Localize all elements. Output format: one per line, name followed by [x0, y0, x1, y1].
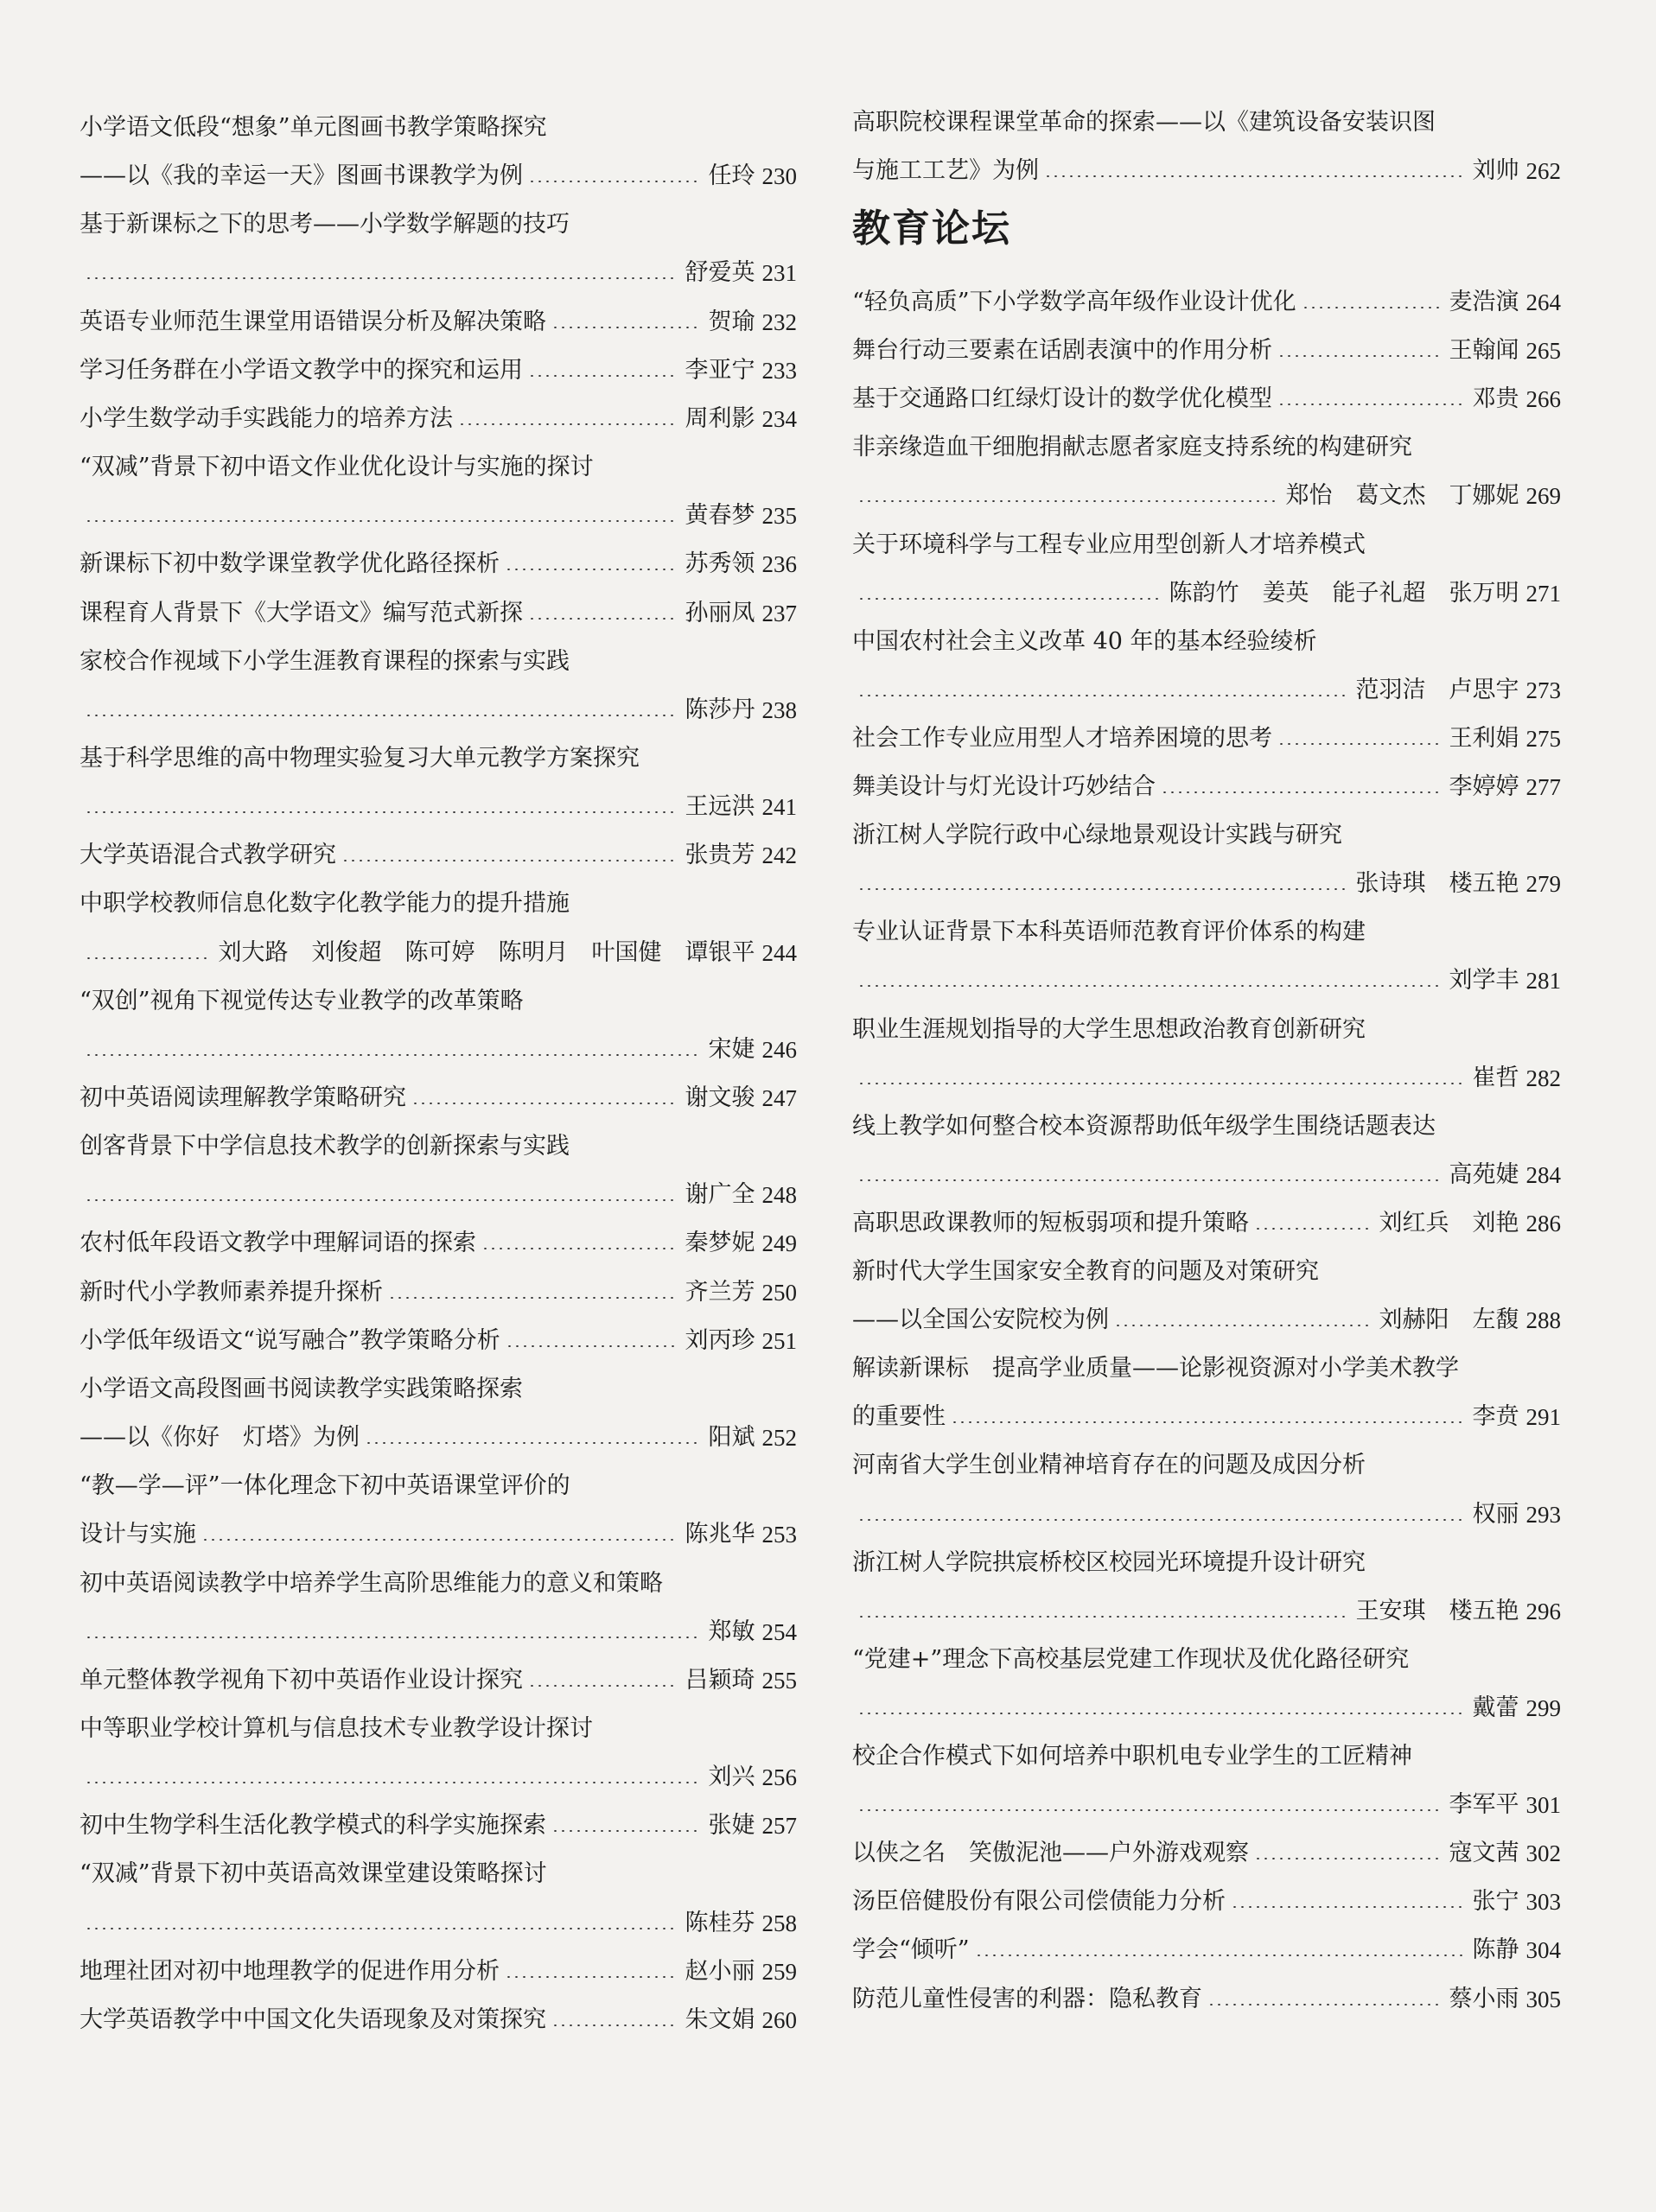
entry-author: 刘大路 刘俊超 陈可婷 陈明月 叶国健 谭银平	[218, 939, 755, 966]
entry-page-number: 254	[761, 1619, 797, 1645]
entry-page-number: 288	[1525, 1307, 1561, 1333]
entry-page-number: 235	[761, 503, 797, 529]
leader-dots	[85, 1637, 700, 1638]
toc-entry-line	[80, 645, 797, 679]
leader-dots	[1277, 743, 1441, 745]
entry-author: 赵小丽	[685, 1958, 755, 1985]
entry-author: 麦浩演	[1449, 289, 1519, 315]
toc-entry-line	[80, 984, 797, 1019]
leader-dots	[551, 1830, 700, 1832]
entry-page-number: 265	[1525, 338, 1561, 364]
entry-author: 陈莎丹	[685, 696, 755, 723]
entry-page-number: 282	[1525, 1065, 1561, 1091]
leader-dots	[1231, 1906, 1464, 1908]
entry-title: 高职院校课程课堂革命的探索——以《建筑设备安装识图	[852, 109, 1436, 136]
toc-entry-line	[852, 1594, 1561, 1629]
toc-entry-line	[852, 1255, 1561, 1289]
leader-dots	[85, 277, 677, 279]
entry-author: 刘赫阳 左馥	[1379, 1306, 1519, 1333]
entry-title: 基于科学思维的高中物理实验复习大单元教学方案探究	[80, 745, 640, 772]
leader-dots	[85, 1199, 677, 1201]
entry-title: “党建+”理念下高校基层党建工作现状及优化路径研究	[852, 1646, 1410, 1673]
entry-author: 蔡小雨	[1449, 1986, 1519, 2012]
toc-entry-line	[852, 1788, 1561, 1822]
toc-entry-line	[80, 1760, 797, 1795]
entry-title: 家校合作视域下小学生涯教育课程的探索与实践	[80, 648, 570, 675]
entry-title: “双减”背景下初中英语高效课堂建设策略探讨	[80, 1860, 547, 1887]
leader-dots	[528, 618, 677, 620]
toc-entry-line	[80, 887, 797, 921]
entry-author: 范羽洁 卢思宇	[1355, 677, 1519, 703]
entry-author: 郑敏	[708, 1618, 755, 1645]
entry-title: ——以《我的幸运一天》图画书课教学为例	[80, 162, 523, 189]
entry-title: 汤臣倍健股份有限公司偿债能力分析	[852, 1888, 1226, 1915]
entry-author: 寇文茜	[1449, 1840, 1519, 1866]
entry-title: 创客背景下中学信息技术教学的创新探索与实践	[80, 1133, 570, 1160]
entry-author: 朱文娟	[685, 2006, 755, 2033]
entry-author: 李婷婷	[1449, 773, 1519, 800]
leader-dots	[1044, 175, 1464, 177]
entry-author: 张贵芳	[685, 842, 755, 868]
leader-dots	[1114, 1325, 1371, 1326]
entry-page-number: 249	[761, 1230, 797, 1256]
toc-entry-line	[80, 1178, 797, 1212]
entry-author: 谢广全	[685, 1181, 755, 1208]
entry-title: 单元整体教学视角下初中英语作业设计探究	[80, 1667, 523, 1694]
entry-title: 小学语文低段“想象”单元图画书教学策略探究	[80, 114, 547, 141]
toc-entry-line	[852, 721, 1561, 756]
leader-dots	[1161, 791, 1441, 793]
toc-entry-line	[80, 547, 797, 582]
toc-entry-line	[80, 596, 797, 631]
entry-page-number: 247	[761, 1085, 797, 1111]
toc-entry-line	[852, 334, 1561, 368]
leader-dots	[857, 1083, 1464, 1084]
toc-entry-line	[80, 1663, 797, 1698]
entry-page-number: 256	[761, 1764, 797, 1790]
leader-dots	[857, 985, 1441, 987]
toc-entry-line	[80, 159, 797, 194]
leader-dots	[481, 1248, 677, 1249]
toc-entry-line	[80, 1275, 797, 1310]
entry-page-number: 299	[1525, 1695, 1561, 1721]
entry-author: 陈静	[1472, 1936, 1519, 1963]
entry-author: 孙丽凤	[685, 600, 755, 626]
leader-dots	[857, 598, 1161, 600]
entry-author: 吕颖琦	[685, 1667, 755, 1694]
toc-entry-line	[80, 1517, 797, 1552]
toc-entry-line	[80, 693, 797, 728]
entry-author: 李亚宁	[685, 357, 755, 384]
entry-page-number: 269	[1525, 483, 1561, 509]
toc-entry-line	[852, 1206, 1561, 1241]
entry-title: 职业生涯规划指导的大学生思想政治教育创新研究	[852, 1016, 1366, 1043]
entry-author: 陈兆华	[685, 1521, 755, 1548]
leader-dots	[85, 715, 677, 716]
entry-author: 李军平	[1449, 1791, 1519, 1818]
entry-page-number: 258	[761, 1910, 797, 1936]
entry-title: 新时代小学教师素养提升探析	[80, 1279, 383, 1306]
toc-entry-line	[852, 154, 1561, 188]
leader-dots	[85, 811, 677, 813]
entry-page-number: 230	[761, 163, 797, 189]
leader-dots	[857, 1179, 1441, 1181]
entry-author: 宋婕	[708, 1036, 755, 1063]
entry-title: 高职思政课教师的短板弱项和提升策略	[852, 1210, 1249, 1236]
entry-author: 阳斌	[708, 1424, 755, 1451]
toc-entry-line	[852, 915, 1561, 950]
entry-page-number: 264	[1525, 289, 1561, 315]
leader-dots	[411, 1103, 677, 1104]
leader-dots	[1254, 1858, 1441, 1859]
entry-page-number: 252	[761, 1425, 797, 1451]
entry-page-number: 238	[761, 697, 797, 723]
entry-author: 舒爱英	[685, 259, 755, 286]
toc-entry-line	[80, 353, 797, 388]
entry-title: 课程育人背景下《大学语文》编写范式新探	[80, 600, 523, 626]
entry-page-number: 305	[1525, 1986, 1561, 2012]
entry-title: 新时代大学生国家安全教育的问题及对策研究	[852, 1258, 1319, 1285]
toc-entry-line	[852, 625, 1561, 659]
toc-entry-line	[852, 818, 1561, 853]
toc-entry-line	[80, 111, 797, 145]
toc-entry-line	[852, 1546, 1561, 1580]
entry-page-number: 234	[761, 406, 797, 432]
entry-page-number: 255	[761, 1668, 797, 1694]
toc-entry-line	[852, 1885, 1561, 1919]
entry-title: 大学英语教学中中国文化失语现象及对策探究	[80, 2006, 546, 2033]
toc-entry-line	[80, 207, 797, 242]
toc-entry-line	[80, 1033, 797, 1067]
entry-page-number: 236	[761, 551, 797, 577]
toc-entry-line	[80, 1857, 797, 1891]
toc-entry-line	[852, 1691, 1561, 1726]
entry-title: 初中英语阅读理解教学策略研究	[80, 1084, 406, 1111]
toc-entry-line	[80, 936, 797, 970]
leader-dots	[1254, 1228, 1371, 1230]
toc-entry-line	[852, 105, 1561, 140]
toc-entry-line	[852, 1158, 1561, 1192]
entry-author: 黄春梦	[685, 502, 755, 529]
leader-dots	[505, 569, 677, 570]
toc-entry-line	[80, 499, 797, 533]
leader-dots	[1207, 2004, 1441, 2005]
leader-dots	[1302, 307, 1441, 308]
entry-title: 专业认证背景下本科英语师范教育评价体系的构建	[852, 918, 1366, 945]
leader-dots	[85, 1928, 677, 1929]
toc-entry-line	[80, 2003, 797, 2037]
entry-title: 大学英语混合式教学研究	[80, 842, 336, 868]
leader-dots	[1277, 355, 1441, 357]
toc-entry-line	[80, 256, 797, 290]
leader-dots	[857, 500, 1277, 502]
entry-author: 王远洪	[685, 793, 755, 820]
entry-page-number: 296	[1525, 1599, 1561, 1624]
toc-entry-line	[852, 673, 1561, 708]
toc-entry-line	[80, 1081, 797, 1116]
entry-author: 王利娟	[1449, 725, 1519, 752]
toc-entry-line	[80, 1808, 797, 1843]
entry-page-number: 279	[1525, 871, 1561, 897]
entry-page-number: 266	[1525, 386, 1561, 412]
toc-entry-line	[852, 1933, 1561, 1967]
entry-title: 校企合作模式下如何培养中职机电专业学生的工匠精神	[852, 1743, 1412, 1770]
entry-author: 秦梦妮	[685, 1230, 755, 1256]
entry-author: 张宁	[1472, 1888, 1519, 1915]
entry-title: 初中生物学科生活化教学模式的科学实施探索	[80, 1812, 546, 1839]
toc-entry-line	[80, 305, 797, 340]
entry-page-number: 246	[761, 1037, 797, 1063]
entry-author: 李贲	[1472, 1403, 1519, 1430]
entry-title: 与施工工艺》为例	[852, 157, 1039, 184]
entry-title: 英语专业师范生课堂用语错误分析及解决策略	[80, 308, 546, 335]
entry-page-number: 303	[1525, 1889, 1561, 1915]
entry-title: 非亲缘造血干细胞捐献志愿者家庭支持系统的构建研究	[852, 434, 1412, 461]
toc-entry-line	[80, 790, 797, 824]
entry-page-number: 257	[761, 1813, 797, 1839]
leader-dots	[528, 181, 700, 182]
leader-dots	[857, 1519, 1464, 1521]
entry-title: “教—学—评”一体化理念下初中英语课堂评价的	[80, 1472, 570, 1499]
section-heading: 教育论坛	[852, 207, 1011, 251]
entry-page-number: 262	[1525, 158, 1561, 184]
toc-entry-line	[852, 528, 1561, 563]
entry-title: 社会工作专业应用型人才培养困境的思考	[852, 725, 1272, 752]
leader-dots	[857, 1616, 1347, 1618]
entry-page-number: 250	[761, 1280, 797, 1306]
entry-author: 谢文骏	[685, 1084, 755, 1111]
entry-page-number: 284	[1525, 1162, 1561, 1188]
entry-title: 中等职业学校计算机与信息技术专业教学设计探讨	[80, 1715, 593, 1742]
toc-entry-line	[852, 430, 1561, 465]
entry-author: 张婕	[708, 1812, 755, 1839]
toc-entry-line	[80, 1324, 797, 1358]
entry-page-number: 232	[761, 309, 797, 335]
entry-title: “双创”视角下视觉传达专业教学的改革策略	[80, 988, 524, 1014]
entry-page-number: 248	[761, 1182, 797, 1208]
entry-page-number: 281	[1525, 968, 1561, 994]
leader-dots	[85, 957, 210, 959]
entry-title: 舞台行动三要素在话剧表演中的作用分析	[852, 337, 1272, 364]
entry-title: 浙江树人学院拱宸桥校区校园光环境提升设计研究	[852, 1549, 1366, 1576]
entry-title: 学会“倾听”	[852, 1936, 970, 1963]
entry-title: 中职学校教师信息化数字化教学能力的提升措施	[80, 890, 570, 917]
entry-author: 崔哲	[1472, 1065, 1519, 1091]
entry-page-number: 251	[761, 1328, 797, 1354]
toc-entry-line	[80, 1906, 797, 1941]
toc-entry-line	[852, 1497, 1561, 1532]
entry-page-number: 231	[761, 260, 797, 286]
toc-entry-line	[852, 1013, 1561, 1047]
toc-entry-line	[852, 867, 1561, 901]
entry-author: 刘红兵 刘艳	[1379, 1210, 1519, 1236]
entry-title: 基于交通路口红绿灯设计的数学优化模型	[852, 385, 1272, 412]
entry-page-number: 277	[1525, 774, 1561, 800]
entry-author: 任玲	[708, 162, 755, 189]
entry-page-number: 271	[1525, 581, 1561, 607]
toc-entry-line	[852, 770, 1561, 804]
entry-page-number: 244	[761, 940, 797, 966]
toc-entry-line	[80, 1129, 797, 1164]
entry-page-number: 301	[1525, 1792, 1561, 1818]
entry-title: 舞美设计与灯光设计巧妙结合	[852, 773, 1156, 800]
entry-author: 王翰闻	[1449, 337, 1519, 364]
leader-dots	[85, 1782, 700, 1783]
entry-page-number: 273	[1525, 677, 1561, 703]
entry-title: 初中英语阅读教学中培养学生高阶思维能力的意义和策略	[80, 1570, 663, 1597]
entry-title: 关于环境科学与工程专业应用型创新人才培养模式	[852, 531, 1366, 558]
leader-dots	[857, 1713, 1464, 1714]
entry-title: “双减”背景下初中语文作业优化设计与实施的探讨	[80, 454, 594, 480]
toc-entry-line	[852, 576, 1561, 611]
toc-entry-line	[80, 1955, 797, 1989]
toc-entry-line	[852, 1836, 1561, 1871]
entry-author: 权丽	[1472, 1501, 1519, 1528]
toc-entry-line	[852, 285, 1561, 320]
entry-page-number: 275	[1525, 726, 1561, 752]
toc-entry-line	[852, 1109, 1561, 1144]
toc-entry-line	[852, 1448, 1561, 1483]
leader-dots	[551, 2024, 677, 2026]
leader-dots	[458, 423, 677, 425]
toc-entry-line	[80, 1372, 797, 1407]
entry-page-number: 286	[1525, 1211, 1561, 1236]
leader-dots	[365, 1442, 700, 1444]
toc-entry-line	[852, 1739, 1561, 1774]
entry-title: 中国农村社会主义改革 40 年的基本经验绫析	[852, 628, 1317, 655]
entry-page-number: 241	[761, 794, 797, 820]
leader-dots	[506, 1345, 677, 1347]
entry-title: 农村低年段语文教学中理解词语的探索	[80, 1230, 476, 1256]
entry-title: 浙江树人学院行政中心绿地景观设计实践与研究	[852, 822, 1342, 849]
leader-dots	[975, 1955, 1464, 1956]
entry-title: “轻负高质”下小学数学高年级作业设计优化	[852, 289, 1296, 315]
entry-page-number: 291	[1525, 1404, 1561, 1430]
entry-page-number: 302	[1525, 1840, 1561, 1866]
toc-entry-line	[852, 382, 1561, 416]
toc-entry-line	[852, 963, 1561, 998]
toc-entry-line	[80, 1226, 797, 1261]
entry-title: 防范儿童性侵害的利器：隐私教育	[852, 1986, 1202, 2012]
leader-dots	[201, 1539, 677, 1541]
leader-dots	[857, 695, 1347, 696]
toc-entry-line	[80, 741, 797, 776]
leader-dots	[857, 1809, 1441, 1811]
leader-dots	[341, 860, 677, 861]
entry-author: 王安琪 楼五艳	[1355, 1598, 1519, 1624]
entry-title: 新课标下初中数学课堂教学优化路径探析	[80, 550, 500, 577]
entry-page-number: 242	[761, 842, 797, 868]
entry-author: 刘学丰	[1449, 967, 1519, 994]
entry-page-number: 259	[761, 1959, 797, 1985]
entry-page-number: 260	[761, 2007, 797, 2033]
entry-author: 戴蕾	[1472, 1694, 1519, 1721]
entry-title: 设计与实施	[80, 1521, 196, 1548]
toc-entry-line	[852, 1303, 1561, 1338]
entry-author: 陈韵竹 姜英 能子礼超 张万明	[1169, 580, 1519, 607]
leader-dots	[388, 1297, 677, 1299]
entry-author: 刘兴	[708, 1764, 755, 1790]
leader-dots	[951, 1421, 1464, 1423]
entry-title: 以侠之名 笑傲泥池——户外游戏观察	[852, 1840, 1249, 1866]
toc-entry-line	[852, 1351, 1561, 1386]
leader-dots	[1277, 404, 1464, 405]
entry-author: 刘丙珍	[685, 1327, 755, 1354]
entry-title: 学习任务群在小学语文教学中的探究和运用	[80, 357, 523, 384]
entry-author: 高苑婕	[1449, 1161, 1519, 1188]
toc-entry-line	[80, 1615, 797, 1649]
toc-entry-line	[80, 838, 797, 873]
entry-author: 齐兰芳	[685, 1279, 755, 1306]
entry-title: 基于新课标之下的思考——小学数学解题的技巧	[80, 211, 570, 238]
entry-author: 陈桂芬	[685, 1910, 755, 1936]
toc-entry-line	[852, 1982, 1561, 2017]
toc-entry-line	[852, 1400, 1561, 1434]
entry-author: 郑怡 葛文杰 丁娜妮	[1285, 482, 1519, 509]
entry-title: 线上教学如何整合校本资源帮助低年级学生围绕话题表达	[852, 1113, 1436, 1140]
toc-entry-line	[852, 1643, 1561, 1677]
entry-title: 小学生数学动手实践能力的培养方法	[80, 405, 453, 432]
entry-author: 刘帅	[1472, 157, 1519, 184]
leader-dots	[528, 1685, 677, 1687]
toc-entry-line	[80, 1567, 797, 1601]
toc-entry-line	[852, 479, 1561, 513]
entry-title: 地理社团对初中地理教学的促进作用分析	[80, 1958, 500, 1985]
toc-entry-line	[80, 1421, 797, 1455]
toc-entry-line	[852, 1061, 1561, 1096]
entry-author: 邓贵	[1472, 385, 1519, 412]
entry-title: 小学语文高段图画书阅读教学实践策略探索	[80, 1376, 523, 1402]
entry-title: 小学低年级语文“说写融合”教学策略分析	[80, 1327, 500, 1354]
entry-author: 贺瑜	[708, 308, 755, 335]
entry-title: 河南省大学生创业精神培育存在的问题及成因分析	[852, 1452, 1366, 1478]
entry-page-number: 304	[1525, 1937, 1561, 1963]
entry-page-number: 237	[761, 601, 797, 626]
entry-title: ——以《你好 灯塔》为例	[80, 1424, 360, 1451]
entry-title: ——以全国公安院校为例	[852, 1306, 1109, 1333]
toc-entry-line	[80, 402, 797, 436]
entry-author: 张诗琪 楼五艳	[1355, 870, 1519, 897]
entry-page-number: 233	[761, 358, 797, 384]
leader-dots	[551, 327, 700, 328]
leader-dots	[85, 520, 677, 522]
entry-title: 的重要性	[852, 1403, 946, 1430]
entry-author: 周利影	[685, 405, 755, 432]
leader-dots	[85, 1054, 700, 1056]
entry-title: 解读新课标 提高学业质量——论影视资源对小学美术教学	[852, 1355, 1459, 1382]
toc-entry-line	[80, 1469, 797, 1503]
toc-entry-line	[80, 450, 797, 485]
entry-page-number: 293	[1525, 1502, 1561, 1528]
entry-page-number: 253	[761, 1522, 797, 1548]
entry-author: 苏秀领	[685, 550, 755, 577]
leader-dots	[505, 1976, 677, 1978]
leader-dots	[857, 888, 1347, 890]
toc-entry-line	[80, 1712, 797, 1746]
leader-dots	[528, 375, 677, 377]
